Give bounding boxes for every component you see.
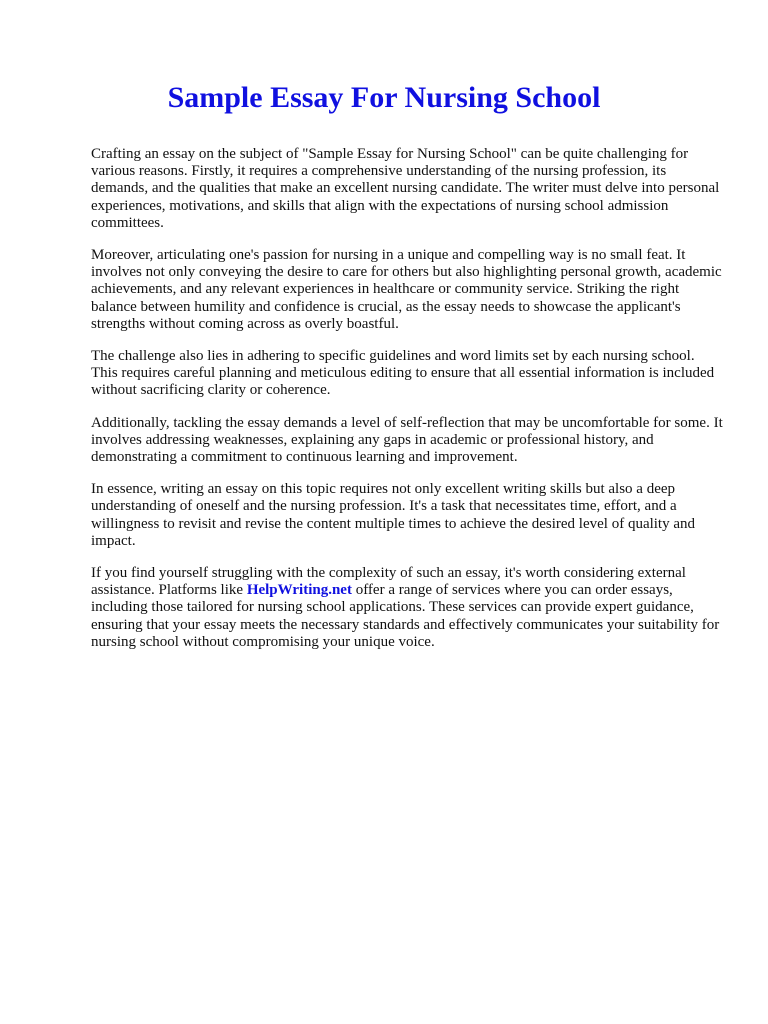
paragraph-5: In essence, writing an essay on this topic requires not only excellent writing skills but also a deep understanding of oneself and the nursing profession. It's a task that necessitates time, effort, and a willingness to revisit and revise the content multiple times to achieve the desired level of quality and impact. bbox=[91, 481, 696, 549]
helpwriting-link[interactable]: HelpWriting.net bbox=[246, 582, 352, 599]
page-title: Sample Essay For Nursing School bbox=[167, 81, 601, 114]
essay-body bbox=[91, 146, 723, 666]
paragraph-6-tail: offer a range of services where you can order essays, including those tailored for nursing school applications. These services can provide expert guidance, ensuring that your essay meets the necessary standards and effectively communicates your suitability for nursing school without compromising your unique voice. bbox=[91, 582, 720, 650]
paragraph-3: The challenge also lies in adhering to specific guidelines and word limits set by each nursing school. This requires careful planning and meticulous editing to ensure that all essential information is included without sacrificing clarity or coherence. bbox=[91, 348, 715, 399]
paragraph-1: Crafting an essay on the subject of "Sample Essay for Nursing School" can be quite challenging for various reasons. Firstly, it requires a comprehensive understanding of the nursing profession, its demands, and the qualities that make an excellent nursing candidate. The writer must delve into personal experiences, motivations, and skills that align with the expectations of nursing school admission committees. bbox=[91, 146, 720, 231]
paragraph-6-lead: If you find yourself struggling with the complexity of such an essay, it's worth considering external assistance. Platforms like bbox=[91, 565, 686, 599]
paragraph-6 bbox=[91, 565, 723, 651]
paragraph-2: Moreover, articulating one's passion for nursing in a unique and compelling way is no small feat. It involves not only conveying the desire to care for others but also highlighting personal growth, academic achievements, and any relevant experiences in healthcare or community service. Striking the right balance between humility and confidence is crucial, as the essay needs to showcase the applicant's strengths without coming across as overly boastful. bbox=[91, 247, 722, 332]
paragraph-4: Additionally, tackling the essay demands a level of self-reflection that may be uncomfortable for some. It involves addressing weaknesses, explaining any gaps in academic or professional history, and demonstrating a commitment to continuous learning and improvement. bbox=[91, 414, 723, 466]
